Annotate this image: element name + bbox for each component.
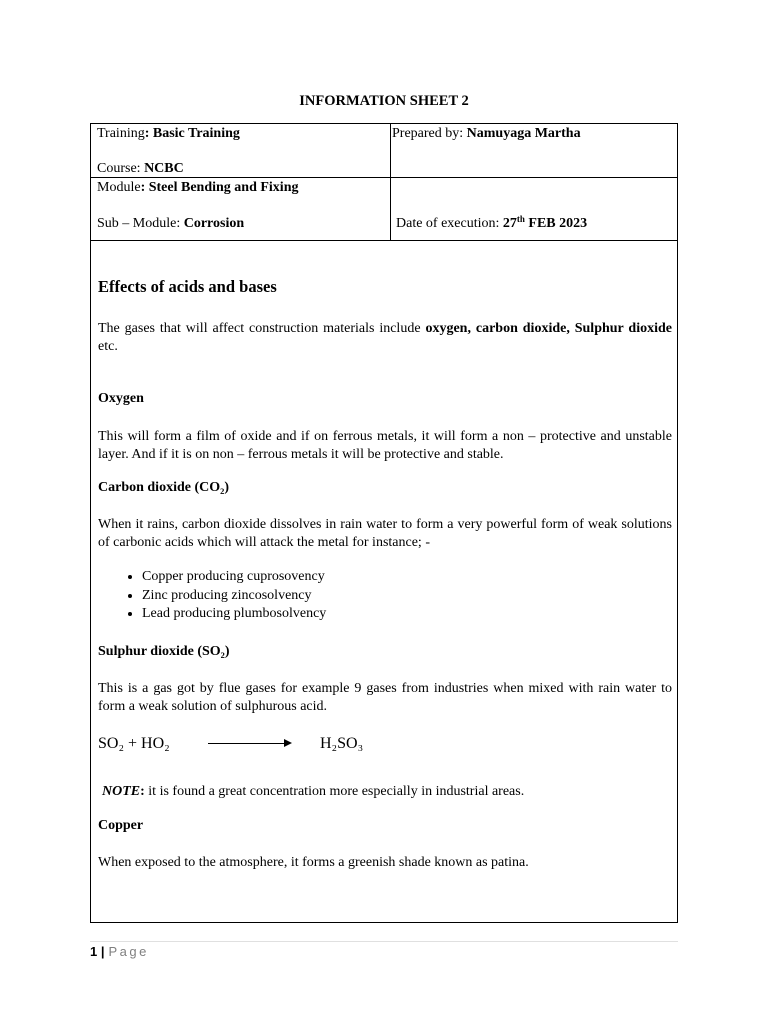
sheet-title: INFORMATION SHEET 2 xyxy=(299,93,469,109)
equation-product: H₂SO₃ xyxy=(320,735,364,752)
so2-heading: Sulphur dioxide (SO₂) xyxy=(98,644,230,659)
information-sheet-table xyxy=(90,123,678,923)
module-field xyxy=(97,179,298,196)
submodule-value: Corrosion xyxy=(183,216,245,231)
note-paragraph xyxy=(102,783,676,801)
oxygen-paragraph: This will form a film of oxide and if on ferrous metals, it will form a non – protective and unstable layer. And if it is on non – ferrous metals it will be protective and stable. xyxy=(98,429,672,462)
copper-paragraph: When exposed to the atmosphere, it forms a greenish shade known as patina. xyxy=(98,855,529,870)
training-label: Training xyxy=(97,126,145,141)
copper-heading: Copper xyxy=(98,818,144,833)
arrow-head-icon xyxy=(284,739,292,747)
header-column-divider xyxy=(390,124,391,240)
date-label: Date of execution: xyxy=(396,216,503,231)
course-field xyxy=(97,160,184,177)
note-colon: : xyxy=(140,784,145,799)
header-body-divider xyxy=(91,240,677,241)
page-word: Page xyxy=(108,944,149,959)
module-value: : Steel Bending and Fixing xyxy=(140,180,299,195)
so2-paragraph: This is a gas got by flue gases for example 9 gases from industries when mixed with rain water to form a weak solution of sulphurous acid. xyxy=(98,681,672,714)
training-field xyxy=(97,125,240,142)
footer-divider xyxy=(90,941,678,942)
submodule-label: Sub – Module: xyxy=(97,216,184,231)
prepared-by-value: Namuyaga Martha xyxy=(466,126,581,141)
list-item: • Lead producing plumbosolvency xyxy=(142,605,326,624)
note-text: it is found a great concentration more especially in industrial areas. xyxy=(144,784,525,799)
footer-separator: | xyxy=(100,944,105,959)
header-row-divider xyxy=(91,177,677,178)
section-heading: Effects of acids and bases xyxy=(98,277,277,296)
date-suffix: th xyxy=(516,214,525,224)
prepared-by-field xyxy=(392,125,581,142)
date-rest: FEB 2023 xyxy=(524,216,588,231)
equation-reactants: SO₂ + HO₂ xyxy=(98,735,170,752)
date-field xyxy=(396,215,587,232)
submodule-field xyxy=(97,215,244,232)
date-value xyxy=(503,216,587,231)
list-item: • Zinc producing zincosolvency xyxy=(142,587,326,606)
chemical-equation xyxy=(98,735,672,759)
page-footer xyxy=(90,944,149,959)
oxygen-heading: Oxygen xyxy=(98,391,144,406)
intro-end: etc. xyxy=(98,339,118,354)
page-number: 1 xyxy=(90,944,98,959)
list-item: • Copper producing cuprosovency xyxy=(142,568,326,587)
intro-bold: oxygen, carbon dioxide, Sulphur dioxide xyxy=(425,321,672,336)
reaction-arrow-icon xyxy=(208,743,288,744)
course-value: NCBC xyxy=(144,161,184,176)
prepared-by-label: Prepared by: xyxy=(392,126,467,141)
co2-heading: Carbon dioxide (CO₂) xyxy=(98,480,229,495)
date-day: 27 xyxy=(502,216,517,231)
intro-paragraph xyxy=(98,320,672,356)
co2-paragraph: When it rains, carbon dioxide dissolves in rain water to form a very powerful form of weak solutions of carbonic acids which will attack the metal for instance; - xyxy=(98,517,672,550)
course-label: Course: xyxy=(97,161,145,176)
training-value: : Basic Training xyxy=(144,126,240,141)
co2-bullet-list xyxy=(98,568,326,624)
note-label: NOTE xyxy=(102,784,141,799)
module-label: Module xyxy=(97,180,141,195)
intro-text: The gases that will affect construction materials include xyxy=(98,321,426,336)
